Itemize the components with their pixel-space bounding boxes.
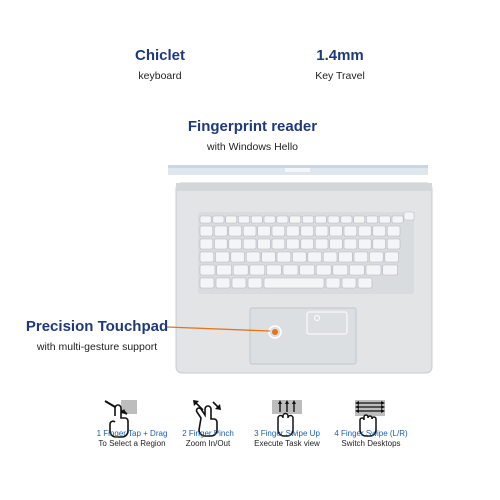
gesture-2-subtitle: Zoom In/Out	[185, 439, 231, 448]
keyboard-key	[200, 278, 214, 288]
keyboard-key	[216, 278, 230, 288]
fingerprint-subtitle: with Windows Hello	[206, 141, 299, 153]
keyboard-key	[308, 252, 322, 262]
keyboard-key	[354, 252, 368, 262]
fingerprint-title: Fingerprint reader	[187, 118, 318, 135]
keyboard-key	[231, 252, 245, 262]
keyboard-key	[358, 278, 372, 288]
keyboard-key	[366, 265, 381, 275]
keyboard-key	[251, 216, 262, 223]
keyboard-key	[316, 265, 331, 275]
keyboard-key	[323, 252, 337, 262]
keyboard-key	[301, 226, 314, 236]
gesture-1-subtitle: To Select a Region	[98, 439, 166, 448]
keyboard-key	[266, 265, 281, 275]
keyboard-key	[385, 252, 399, 262]
keyboard-key	[264, 216, 275, 223]
touchpad	[250, 308, 356, 364]
keyboard-key	[349, 265, 364, 275]
key-travel-subtitle: Key Travel	[315, 70, 365, 82]
gesture-3-subtitle: Execute Task view	[254, 439, 320, 448]
keyboard-key	[315, 239, 328, 249]
keyboard-key	[243, 239, 256, 249]
keyboard-key	[272, 239, 285, 249]
keyboard-key	[200, 216, 211, 223]
keyboard-key	[373, 226, 386, 236]
keyboard-key	[286, 226, 299, 236]
keyboard-key	[258, 239, 271, 249]
touchpad-subtitle: with multi-gesture support	[36, 341, 158, 353]
gesture-3-title: 3 Finger Swipe Up	[254, 429, 320, 438]
keyboard-key	[217, 265, 232, 275]
chiclet-subtitle: keyboard	[138, 70, 182, 82]
keyboard-key	[358, 226, 371, 236]
keyboard-key	[326, 278, 340, 288]
keyboard-key	[248, 278, 262, 288]
keyboard-key	[315, 216, 326, 223]
keyboard-key	[300, 265, 315, 275]
keyboard-key	[214, 239, 227, 249]
keyboard-key	[264, 278, 324, 288]
keyboard-key	[214, 226, 227, 236]
keyboard-key	[383, 265, 398, 275]
keyboard-key	[387, 239, 400, 249]
keyboard-key	[392, 216, 403, 223]
keyboard-key	[333, 265, 348, 275]
gesture-4-title: 4 Finger Swipe (L/R)	[334, 429, 408, 438]
keyboard-key	[215, 252, 229, 262]
keyboard-key	[339, 252, 353, 262]
keyboard-key	[200, 239, 213, 249]
keyboard-key	[373, 239, 386, 249]
keyboard-key	[233, 265, 248, 275]
keyboard-key	[238, 216, 249, 223]
keyboard-key	[200, 252, 214, 262]
keyboard-key	[344, 226, 357, 236]
keyboard-key	[341, 216, 352, 223]
keyboard-key	[379, 216, 390, 223]
keyboard-key	[272, 226, 285, 236]
keyboard-key	[286, 239, 299, 249]
keyboard-key	[292, 252, 306, 262]
keyboard-key	[229, 226, 242, 236]
keyboard-key	[277, 252, 291, 262]
keyboard-key	[344, 239, 357, 249]
key-travel-title: 1.4mm	[316, 47, 364, 64]
keyboard-key	[283, 265, 298, 275]
touchpad-title: Precision Touchpad	[25, 318, 169, 335]
keyboard-key	[330, 226, 343, 236]
keyboard-key	[277, 216, 288, 223]
keyboard-key	[262, 252, 276, 262]
keyboard-key	[250, 265, 265, 275]
keyboard-key	[290, 216, 301, 223]
keyboard-key	[246, 252, 260, 262]
keyboard-key	[369, 252, 383, 262]
gesture-1-title: 1 Finger Tap + Drag	[96, 429, 168, 438]
keyboard-key	[258, 226, 271, 236]
gesture-2-title: 2 Finger Pinch	[182, 429, 234, 438]
keyboard-key	[200, 265, 215, 275]
keyboard-key	[342, 278, 356, 288]
keyboard-key	[213, 216, 224, 223]
touchpad-callout-dot	[272, 329, 278, 335]
gesture-4-subtitle: Switch Desktops	[341, 439, 401, 448]
keyboard-key	[229, 239, 242, 249]
chiclet-title: Chiclet	[134, 47, 185, 64]
keyboard-key	[302, 216, 313, 223]
keyboard-key	[315, 226, 328, 236]
keyboard-key	[200, 226, 213, 236]
keyboard-key	[330, 239, 343, 249]
keyboard-key	[366, 216, 377, 223]
keyboard-key	[226, 216, 237, 223]
keyboard-key	[354, 216, 365, 223]
keyboard-key	[301, 239, 314, 249]
keyboard-key	[232, 278, 246, 288]
keyboard-key	[243, 226, 256, 236]
keyboard-key	[358, 239, 371, 249]
keyboard-key	[387, 226, 400, 236]
keyboard-key	[328, 216, 339, 223]
power-button	[404, 212, 414, 220]
